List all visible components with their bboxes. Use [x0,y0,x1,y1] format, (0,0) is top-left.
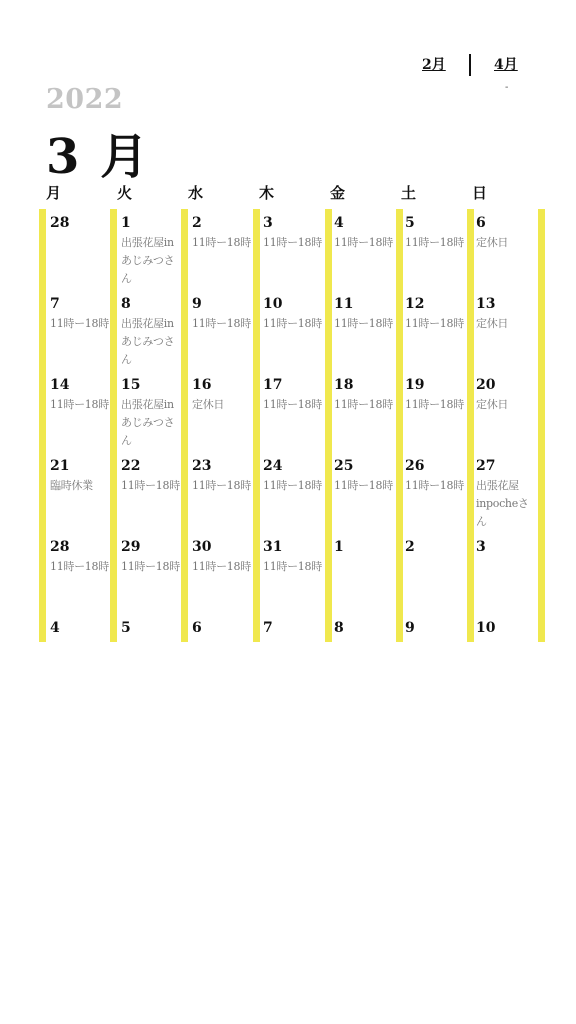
day-number: 6 [192,620,202,636]
day-cell[interactable] [192,538,252,576]
day-cell[interactable] [476,295,536,333]
day-number: 10 [476,620,496,636]
day-cell[interactable] [263,376,323,414]
day-number: 4 [50,620,60,636]
day-cell[interactable] [334,619,394,637]
day-number: 2 [192,215,202,231]
day-note: 11時ー18時 [263,236,322,249]
day-note: 11時ー18時 [192,560,251,573]
day-note: 11時ー18時 [121,479,180,492]
day-note: 11時ー18時 [263,317,322,330]
day-note: 11時ー18時 [263,479,322,492]
day-number: 1 [121,215,131,231]
day-number: 31 [263,539,283,555]
column-divider [39,209,46,642]
day-cell[interactable] [263,457,323,495]
day-cell[interactable] [50,214,110,232]
day-cell[interactable] [121,538,181,576]
day-note: 出張花屋in あじみつさ ん [121,398,175,447]
day-number: 10 [263,296,283,312]
day-cell[interactable] [121,295,181,369]
column-divider [467,209,474,642]
day-number: 23 [192,458,212,474]
day-cell[interactable] [121,619,181,637]
day-number: 21 [50,458,70,474]
day-note: 11時ー18時 [263,398,322,411]
day-note: 11時ー18時 [50,560,109,573]
weekday-label: 日 [472,184,488,202]
day-number: 22 [121,458,141,474]
day-cell[interactable] [263,214,323,252]
day-note: 11時ー18時 [192,479,251,492]
day-number: 6 [476,215,486,231]
day-cell[interactable] [192,295,252,333]
month-navigation [0,52,576,82]
weekday-label: 木 [259,184,275,202]
day-cell[interactable] [405,295,465,333]
day-cell[interactable] [50,619,110,637]
weekday-label: 水 [188,184,204,202]
day-number: 14 [50,377,70,393]
day-note: 11時ー18時 [50,317,109,330]
day-number: 9 [405,620,415,636]
day-number: 4 [334,215,344,231]
day-number: 12 [405,296,425,312]
day-cell[interactable] [263,538,323,576]
day-number: 29 [121,539,141,555]
day-cell[interactable] [192,619,252,637]
day-cell[interactable] [405,376,465,414]
day-number: 27 [476,458,496,474]
day-number: 5 [121,620,131,636]
calendar-month: 3 月 [46,129,151,185]
day-cell[interactable] [334,295,394,333]
day-cell[interactable] [50,457,110,495]
day-number: 3 [263,215,273,231]
day-cell[interactable] [121,457,181,495]
day-cell[interactable] [334,214,394,252]
day-number: 9 [192,296,202,312]
day-cell[interactable] [263,295,323,333]
weekday-label: 土 [401,184,417,202]
day-cell[interactable] [121,214,181,288]
weekday-label: 金 [330,184,346,202]
day-number: 7 [50,296,60,312]
day-note: 11時ー18時 [334,398,393,411]
day-cell[interactable] [476,214,536,252]
column-divider [538,209,545,642]
day-note: 11時ー18時 [50,398,109,411]
day-number: 5 [405,215,415,231]
day-cell[interactable] [334,538,394,556]
day-number: 2 [405,539,415,555]
day-cell[interactable] [476,376,536,414]
calendar-year: 2022 [46,84,124,115]
nav-dash: - [505,82,509,93]
day-cell[interactable] [192,376,252,414]
day-cell[interactable] [121,376,181,450]
day-note: 11時ー18時 [405,398,464,411]
day-note: 11時ー18時 [334,317,393,330]
day-number: 17 [263,377,283,393]
day-cell[interactable] [405,214,465,252]
day-note: 定休日 [476,317,509,330]
day-number: 15 [121,377,141,393]
column-divider [253,209,260,642]
calendar-grid [0,209,576,643]
column-divider [181,209,188,642]
weekday-label: 火 [117,184,133,202]
day-cell[interactable] [405,538,465,556]
weekday-label: 月 [46,184,62,202]
column-divider [110,209,117,642]
day-number: 1 [334,539,344,555]
day-cell[interactable] [50,295,110,333]
next-month-link[interactable]: 4月 [494,57,518,73]
day-number: 8 [121,296,131,312]
day-note: 11時ー18時 [263,560,322,573]
day-cell[interactable] [405,619,465,637]
day-cell[interactable] [476,538,536,556]
day-cell[interactable] [192,457,252,495]
day-cell[interactable] [476,619,536,637]
prev-month-link[interactable]: 2月 [422,57,446,73]
day-note: 定休日 [476,398,509,411]
day-note: 11時ー18時 [405,317,464,330]
day-cell[interactable] [50,538,110,576]
day-number: 20 [476,377,496,393]
day-cell[interactable] [334,457,394,495]
day-cell[interactable] [192,214,252,252]
day-note: 11時ー18時 [334,236,393,249]
day-number: 28 [50,539,70,555]
day-note: 11時ー18時 [405,236,464,249]
weekday-header [0,182,576,206]
day-note: 出張花屋in あじみつさ ん [121,236,175,285]
day-cell[interactable] [476,457,536,531]
day-note: 11時ー18時 [334,479,393,492]
day-number: 28 [50,215,70,231]
day-cell[interactable] [405,457,465,495]
day-number: 25 [334,458,354,474]
day-note: 定休日 [476,236,509,249]
day-cell[interactable] [50,376,110,414]
day-note: 定休日 [192,398,225,411]
column-divider [396,209,403,642]
day-number: 16 [192,377,212,393]
day-number: 3 [476,539,486,555]
day-number: 30 [192,539,212,555]
day-number: 11 [334,296,354,312]
day-number: 24 [263,458,283,474]
day-number: 13 [476,296,496,312]
day-number: 7 [263,620,273,636]
day-number: 19 [405,377,425,393]
nav-divider [469,54,471,76]
day-note: 11時ー18時 [121,560,180,573]
day-note: 臨時休業 [50,479,93,492]
day-note: 11時ー18時 [192,317,251,330]
day-number: 26 [405,458,425,474]
day-note: 11時ー18時 [192,236,251,249]
day-number: 8 [334,620,344,636]
day-cell[interactable] [334,376,394,414]
day-note: 出張花屋 inpocheさ ん [476,479,529,528]
day-cell[interactable] [263,619,323,637]
day-note: 出張花屋in あじみつさ ん [121,317,175,366]
day-note: 11時ー18時 [405,479,464,492]
column-divider [325,209,332,642]
day-number: 18 [334,377,354,393]
